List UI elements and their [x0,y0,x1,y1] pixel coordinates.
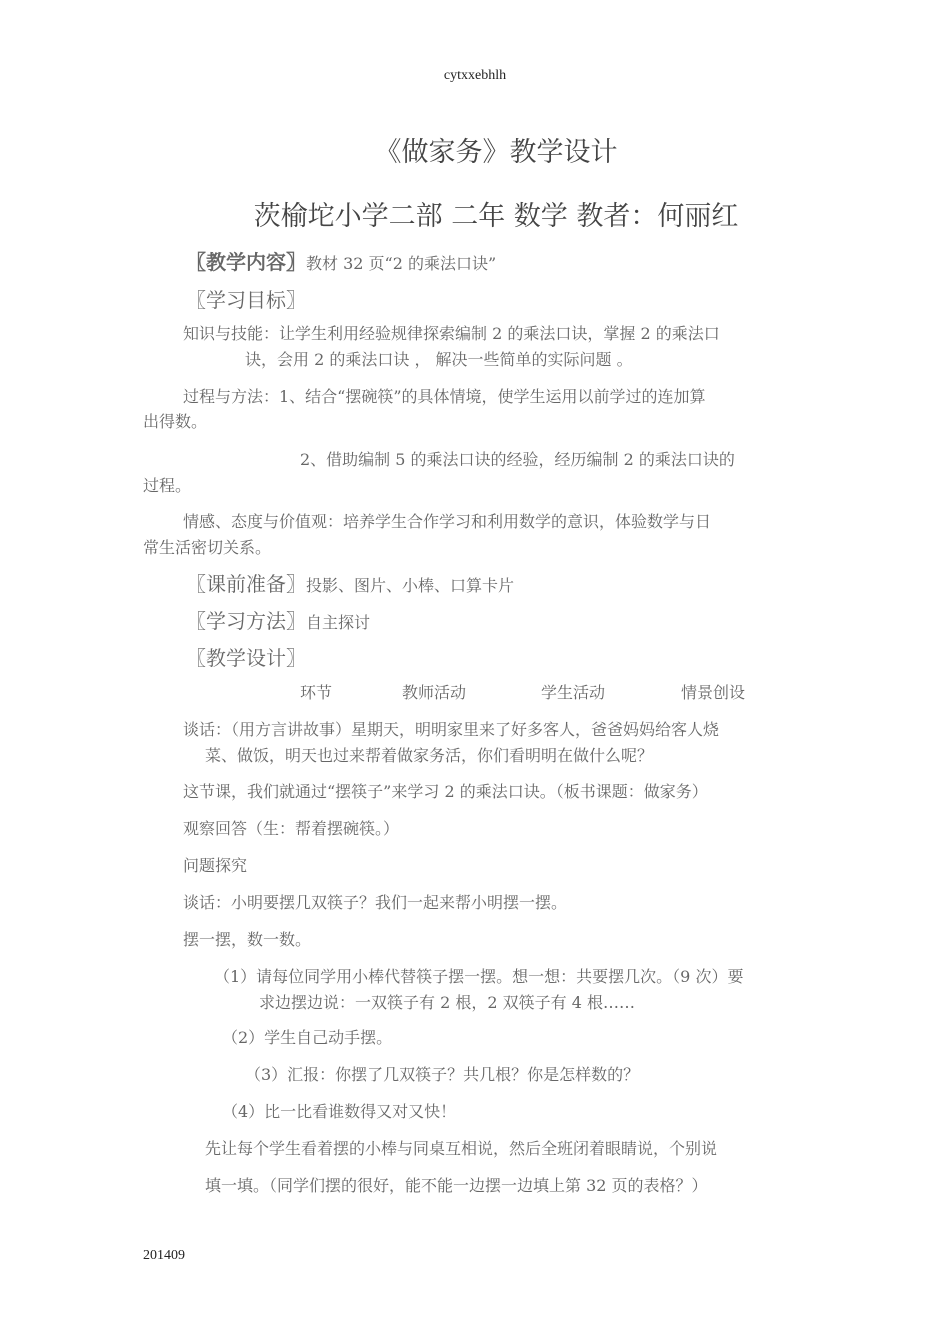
step-2: （2）学生自己动手摆。 [222,1028,393,1047]
table-header-stage: 环节 [300,683,333,702]
process2-line-2: 过程。 [143,476,192,495]
table-header-teacher: 教师活动 [402,683,467,702]
table-header-student: 学生活动 [541,683,606,702]
page-header: cytxxebhlh [443,68,507,83]
final-line-1: 先让每个学生看着摆的小棒与同桌互相说，然后全班闭着眼睛说，个别说 [205,1139,718,1158]
document-title: 《做家务》教学设计 [374,137,618,168]
design-section [186,642,306,671]
attitude-line-1: 情感、态度与价值观：培养学生合作学习和利用数学的意识，体验数学与日 [183,512,712,531]
talk-line-1: 谈话：（用方言讲故事）星期天，明明家里来了好多客人，爸爸妈妈给客人烧 [183,720,720,739]
count-instruction: 摆一摆，数一数。 [183,930,312,949]
page-footer: 201409 [143,1248,185,1263]
section-text: 教材 32 页“2 的乘法口诀” [306,254,497,273]
explore-heading: 问题探究 [183,856,248,875]
knowledge-line-1: 知识与技能：让学生利用经验规律探索编制 2 的乘法口诀，掌握 2 的乘法口 [183,324,720,343]
observe-answer: 观察回答（生：帮着摆碗筷。） [183,819,400,838]
learning-goals-section [186,284,306,313]
talk-line-2: 菜、做饭，明天也过来帮着做家务活，你们看明明在做什么呢？ [205,746,654,765]
step-1-line-2: 求边摆边说：一双筷子有 2 根，2 双筷子有 4 根…… [259,993,635,1012]
lesson-intro: 这节课，我们就通过“摆筷子”来学习 2 的乘法口诀。（板书课题：做家务） [183,782,708,801]
section-label: 〖学习方法〗 [186,609,306,633]
section-label: 〖教学内容〗 [186,250,306,274]
step-1-line-1: （1）请每位同学用小棒代替筷子摆一摆。想一想：共要摆几次。（9 次）要 [214,967,744,986]
table-header-scene: 情景创设 [681,683,746,702]
preparation-section [186,568,514,597]
knowledge-line-2: 诀，会用 2 的乘法口诀 ， 解决一些简单的实际问题 。 [245,350,633,369]
step-3: （3）汇报：你摆了几双筷子？共几根？你是怎样数的？ [245,1065,640,1084]
section-label: 〖课前准备〗 [186,572,306,596]
document-subtitle: 茨榆坨小学二部 二年 数学 教者：何丽红 [253,201,739,232]
talk-2: 谈话：小明要摆几双筷子？我们一起来帮小明摆一摆。 [183,893,568,912]
section-text: 自主探讨 [306,613,371,632]
step-4: （4）比一比看谁数得又对又快！ [222,1102,457,1121]
section-text: 投影、图片、小棒、口算卡片 [306,576,515,595]
final-line-2: 填一填。（同学们摆的很好，能不能一边摆一边填上第 32 页的表格？） [205,1176,708,1195]
process-line-2: 出得数。 [143,412,208,431]
section-label: 〖教学设计〗 [186,646,306,670]
attitude-line-2: 常生活密切关系。 [143,538,272,557]
process2-line-1: 2、借助编制 5 的乘法口诀的经验，经历编制 2 的乘法口诀的 [300,450,735,469]
process-line-1: 过程与方法：1、结合“摆碗筷”的具体情境，使学生运用以前学过的连加算 [183,387,706,406]
teaching-content-section [186,246,496,275]
section-label: 〖学习目标〗 [186,288,306,312]
method-section [186,605,370,634]
